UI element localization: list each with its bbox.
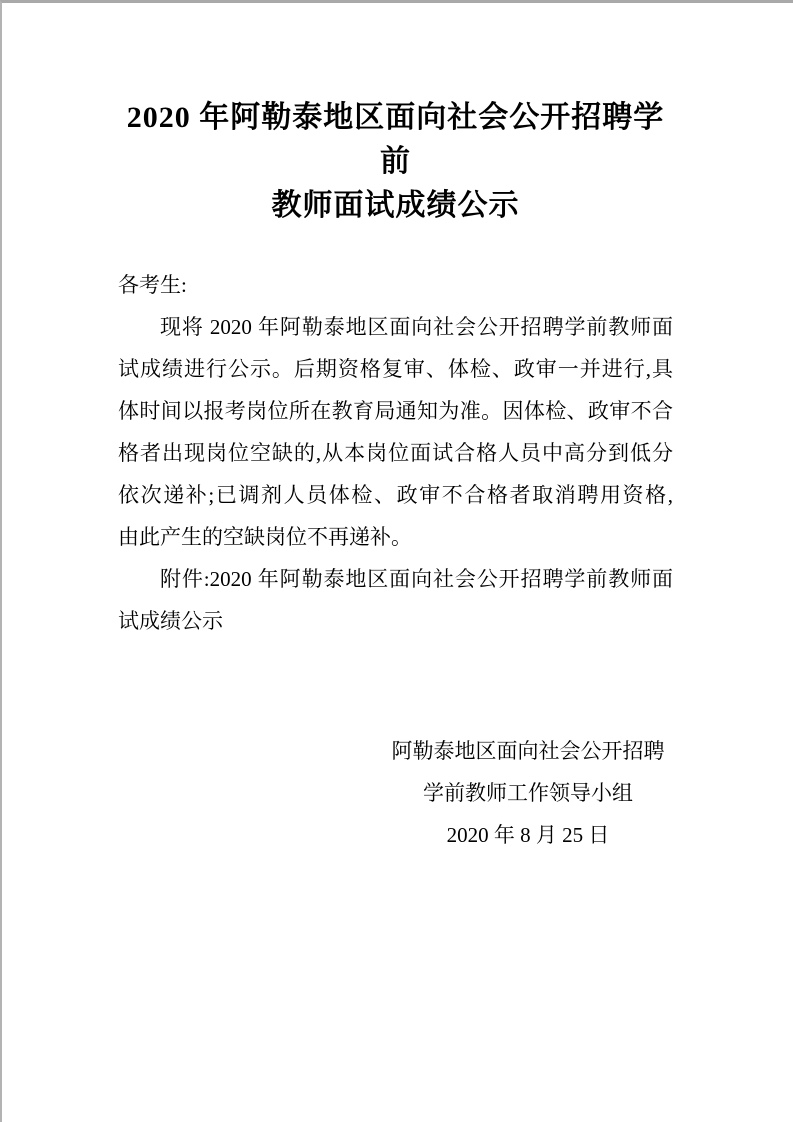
paragraph-line: 现将 2020 年阿勒泰地区面向社会公开招聘学前教师面 [160,315,673,339]
signature-org-line-1: 阿勒泰地区面向社会公开招聘 [391,739,665,763]
attachment-line: 试成绩公示 [118,609,223,633]
document-body [118,264,673,856]
title-line-1: 2020 年阿勒泰地区面向社会公开招聘学前 [126,101,665,178]
main-paragraph [118,306,673,558]
document-title [118,96,673,228]
document-content [2,96,793,856]
signature-block [368,730,688,856]
paragraph-line: 格者出现岗位空缺的,从本岗位面试合格人员中高分到低分 [118,441,673,465]
attachment-line: 附件:2020 年阿勒泰地区面向社会公开招聘学前教师面 [160,567,673,591]
signature-org-line-2: 学前教师工作领导小组 [423,781,633,805]
paragraph-line: 依次递补;已调剂人员体检、政审不合格者取消聘用资格, [118,483,673,507]
paragraph-line: 由此产生的空缺岗位不再递补。 [118,525,412,549]
salutation: 各考生: [118,273,187,297]
attachment-note [118,558,673,642]
title-line-2: 教师面试成绩公示 [271,189,520,222]
signature-date: 2020 年 8 月 25 日 [446,823,610,847]
paragraph-line: 试成绩进行公示。后期资格复审、体检、政审一并进行,具 [118,357,673,381]
paragraph-line: 体时间以报考岗位所在教育局通知为准。因体检、政审不合 [118,399,673,423]
